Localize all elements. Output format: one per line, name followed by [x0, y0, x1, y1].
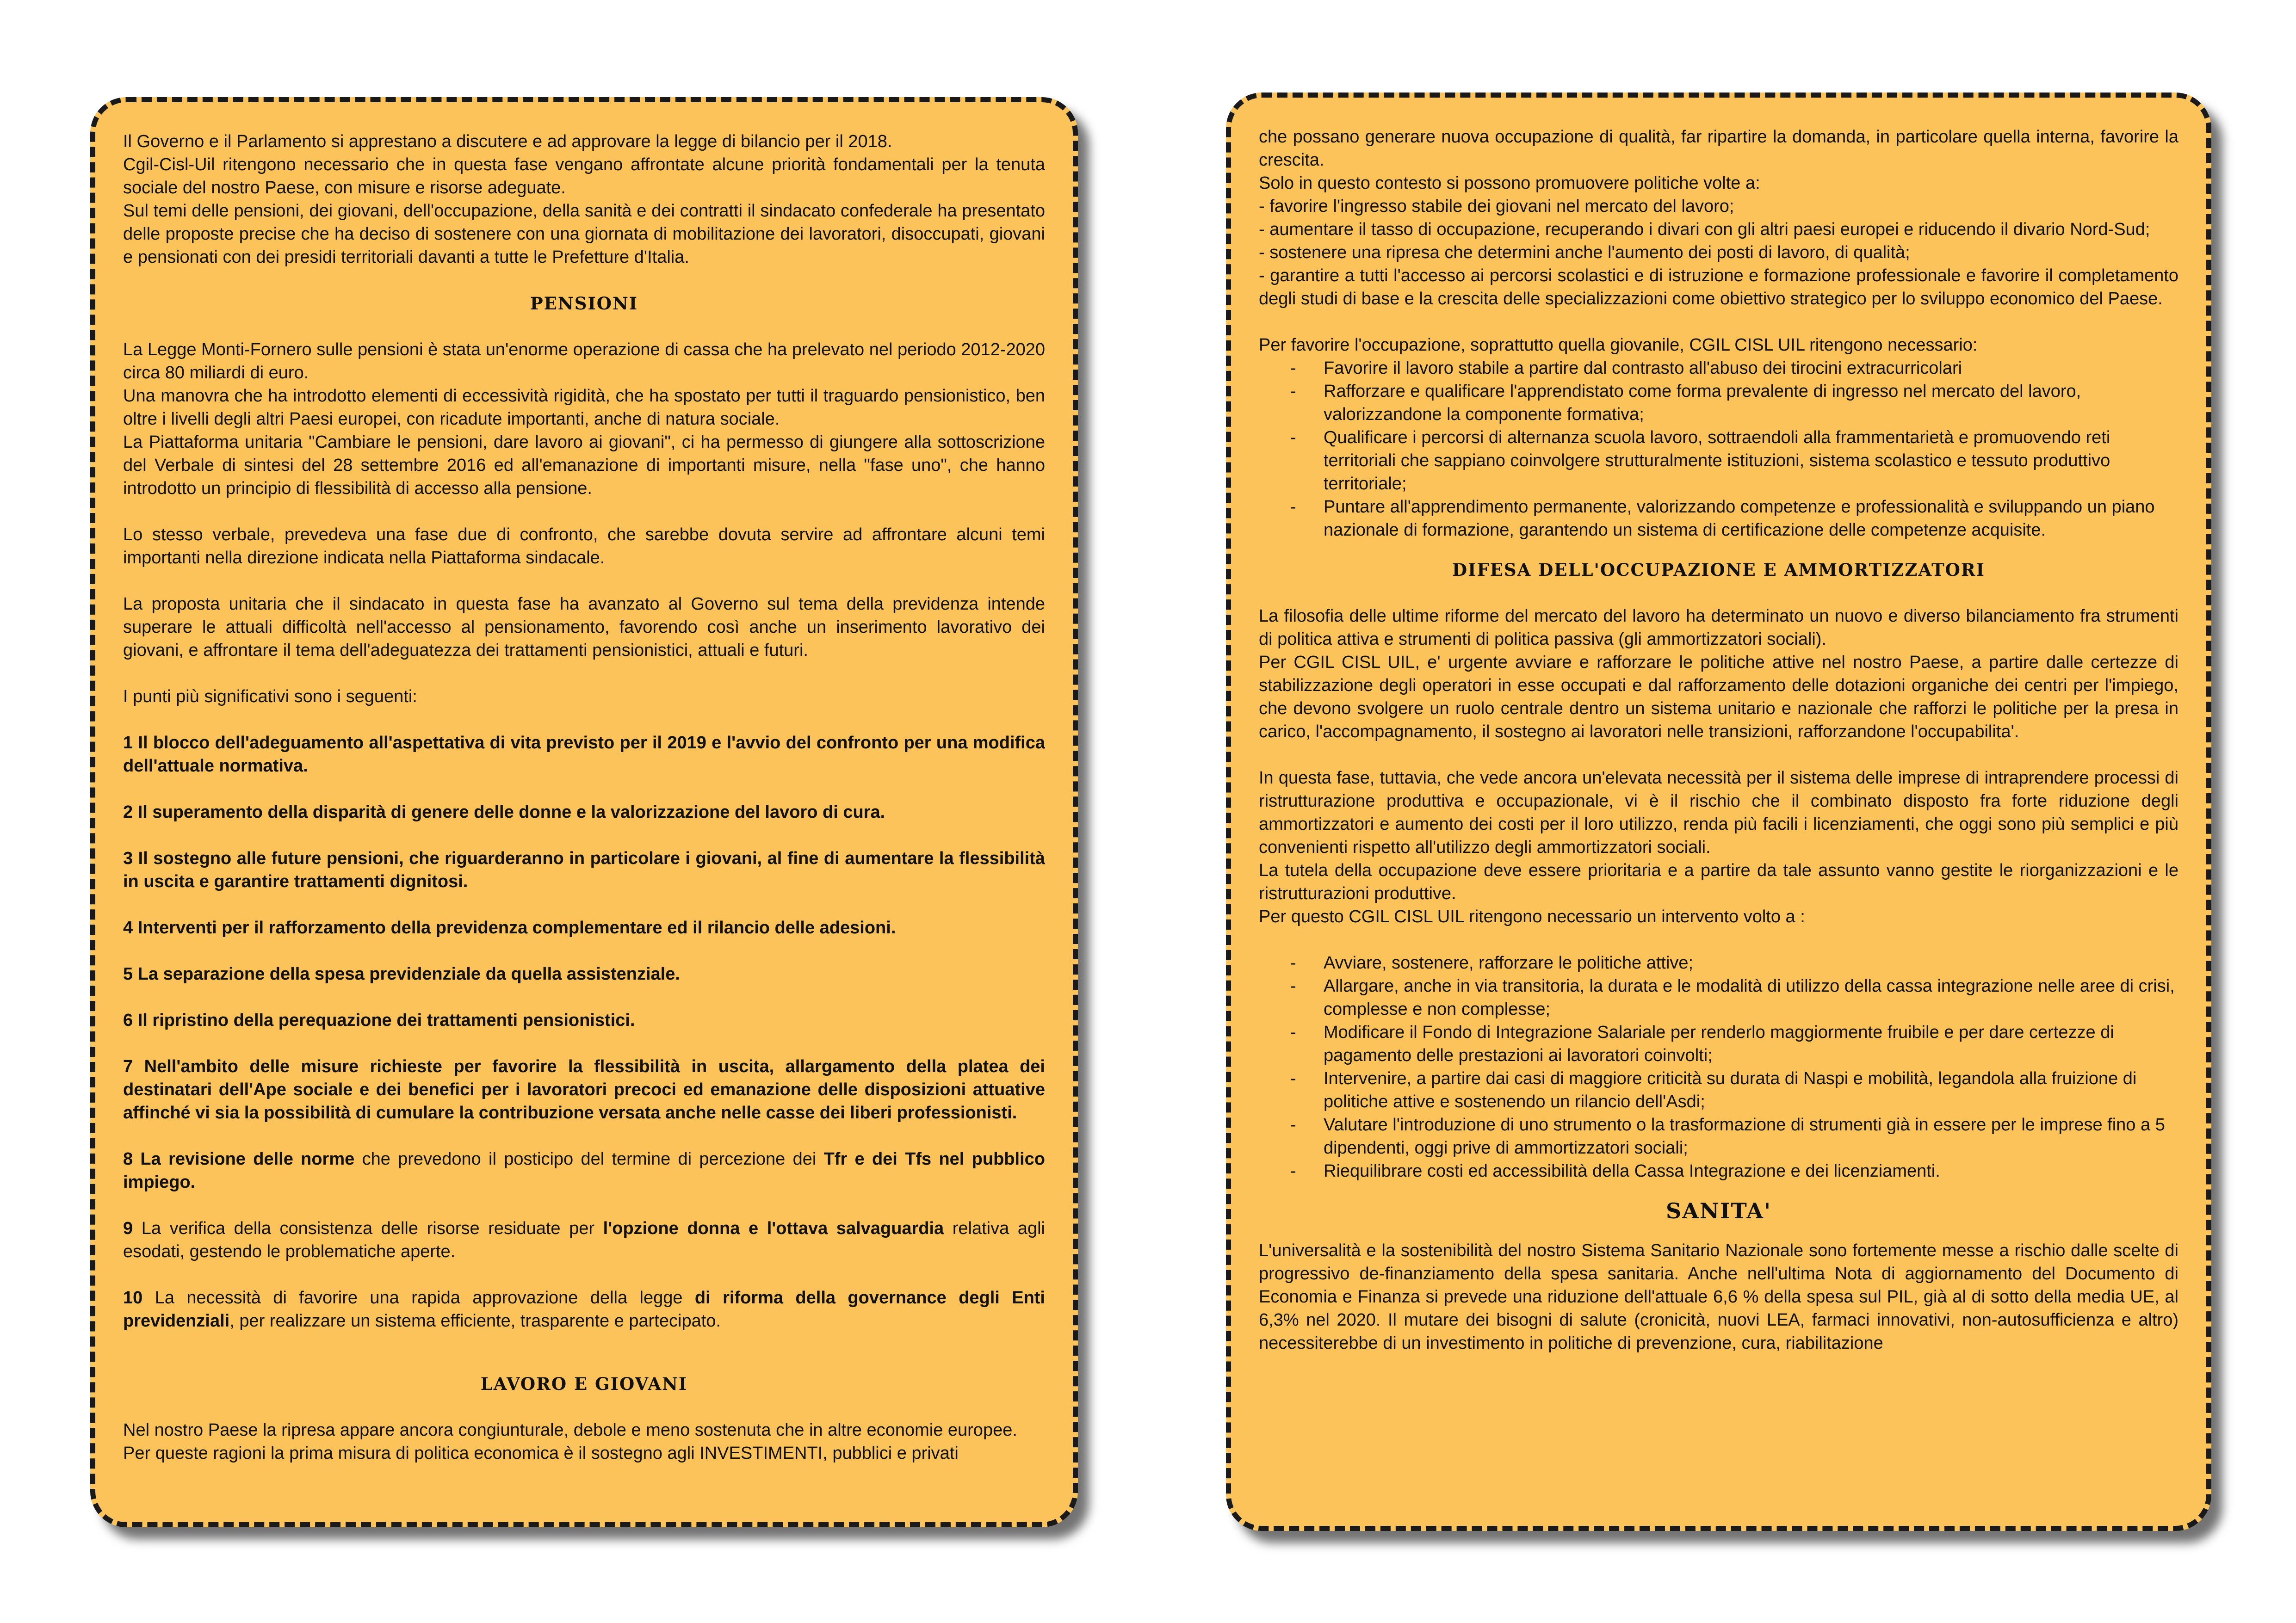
- difesa-paragraph: In questa fase, tuttavia, che vede ancora un'elevata necessità per il sistema delle imprese di intraprendere processi di ristrutturazione produttiva e occupazionale, vi è il rischio che il combinato disposto fra forte riduzione degli ammortizzatori e aumento dei costi per il loro utilizzo, renda più facili i licenziamenti, che oggi sono più semplici e più convenienti rispetto all'utilizzo degli ammortizzatori sociali. La tutela della occupazione deve essere prioritaria e a partire da tale assunto vanno gestite le riorganizzazioni e le ristrutturazioni produttive. Per questo CGIL CISL UIL ritengono necessario un intervento volto a :: [1259, 768, 2178, 926]
- list-item: - Modificare il Fondo di Integrazione Salariale per renderlo maggiormente fruibile e per dare certezze di pagamento delle prestazioni ai lavoratori coinvolti;: [1324, 1021, 2178, 1067]
- sanita-paragraph: L'universalità e la sostenibilità del nostro Sistema Sanitario Nazionale sono fortemente messe a rischio dalle scelte di progressivo de-finanziamento della spesa sanitaria. Anche nell'ultima Nota di aggiornamento del Documento di Economia e Finanza si prevede una riduzione dell'attuale 6,6 % della spesa sul PIL, già al di sotto della media UE, al 6,3% nel 2020. Il mutare dei bisogni di salute (cronicità, nuovi LEA, farmaci innovativi, non-autosufficienza e altro) necessiterebbe di un investimento in politiche di prevenzione, cura, riabilitazione: [1259, 1241, 2178, 1353]
- list-item: - Avviare, sostenere, rafforzare le politiche attive;: [1324, 951, 2178, 975]
- left-panel: [90, 97, 1078, 1527]
- occupazione-intro: Per favorire l'occupazione, soprattutto quella giovanile, CGIL CISL UIL ritengono necessario:: [1259, 335, 1978, 355]
- pensioni-point: 3 Il sostegno alle future pensioni, che riguarderanno in particolare i giovani, al fine di aumentare la flessibilità in uscita e garantire trattamenti dignitosi.: [123, 849, 1045, 891]
- list-item: - Valutare l'introduzione di uno strumento o la trasformazione di strumenti già in essere per le imprese fino a 5 dipendenti, oggi prive di ammortizzatori sociali;: [1324, 1113, 2178, 1160]
- difesa-paragraph: La filosofia delle ultime riforme del mercato del lavoro ha determinato un nuovo e diverso bilanciamento fra strumenti di politica attiva e strumenti di politica passiva (gli ammortizzatori sociali). Per CGIL CISL UIL, e' urgente avviare e rafforzare le politiche attive nel nostro Paese, a partire dalle certezze di stabilizzazione degli operatori in esse occupati e dal rafforzamento delle dotazioni organiche dei centri per l'impiego, che devono svolgere un ruolo centrale dentro un sistema unitario e nazionale che rafforzi le politiche per la presa in carico, l'accompagnamento, il sostegno ai lavoratori nelle transizioni, rafforzandone l'occupabilita'.: [1259, 606, 2178, 741]
- section-title-difesa: DIFESA DELL'OCCUPAZIONE E AMMORTIZZATORI: [1452, 560, 1985, 580]
- pensioni-list-intro: I punti più significativi sono i seguenti:: [123, 687, 417, 706]
- pensioni-point: 9 La verifica della consistenza delle risorse residuate per l'opzione donna e l'ottava salvaguardia relativa agli esodati, gestendo le problematiche aperte.: [123, 1219, 1045, 1261]
- list-item: - Allargare, anche in via transitoria, la durata e le modalità di utilizzo della cassa integrazione nelle aree di crisi, complesse e non complesse;: [1324, 975, 2178, 1021]
- right-panel-content: [1259, 125, 2178, 1507]
- pensioni-paragraph: La proposta unitaria che il sindacato in questa fase ha avanzato al Governo sul tema della previdenza intende superare le attuali difficoltà nell'accesso al pensionamento, favorendo così anche un inserimento lavorativo dei giovani, e affrontare il tema dell'adeguatezza dei trattamenti pensionistici, attuali e futuri.: [123, 594, 1045, 660]
- lavoro-continued-paragraph: che possano generare nuova occupazione di qualità, far ripartire la domanda, in particolare quella interna, favorire la crescita. Solo in questo contesto si possono promuovere politiche volte a: - favorire l'ingresso stabile dei giovani nel mercato del lavoro; - aumentare il tasso di occupazione, recuperando i divari con gli altri paesi europei e riducendo il divario Nord-Sud; - sostenere una ripresa che determini anche l'aumento dei posti di lavoro, di qualità; - garantire a tutti l'accesso ai percorsi scolastici e di istruzione e formazione professionale e favorire il completamento degli studi di base e la crescita delle specializzazioni come obiettivo strategico per lo sviluppo economico del Paese.: [1259, 127, 2178, 309]
- pensioni-point: 7 Nell'ambito delle misure richieste per favorire la flessibilità in uscita, allargamento della platea dei destinatari dell'Ape sociale e dei benefici per i lavoratori precoci ed emanazione delle disposizioni attuative affinché vi sia la possibilità di cumulare la contribuzione versata anche nelle casse dei liberi professionisti.: [123, 1057, 1045, 1123]
- lavoro-paragraph: Nel nostro Paese la ripresa appare ancora congiunturale, debole e meno sostenuta che in altre economie europee. Per queste ragioni la prima misura di politica economica è il sostegno agli INVESTIMENTI, pubblici e privati: [123, 1420, 1017, 1463]
- left-panel-content: [123, 130, 1045, 1504]
- list-item: - Riequilibrare costi ed accessibilità della Cassa Integrazione e dei licenziamenti.: [1324, 1160, 2178, 1183]
- pensioni-paragraph: La Legge Monti-Fornero sulle pensioni è stata un'enorme operazione di cassa che ha prelevato nel periodo 2012-2020 circa 80 miliardi di euro. Una manovra che ha introdotto elementi di eccessività rigidità, che ha spostato per tutti il traguardo pensionistico, ben oltre i livelli degli altri Paesi europei, con ricadute importanti, anche di natura sociale. La Piattaforma unitaria "Cambiare le pensioni, dare lavoro ai giovani", ci ha permesso di giungere alla sottoscrizione del Verbale di sintesi del 28 settembre 2016 ed all'emanazione di importanti misure, nella "fase uno", che hanno introdotto un principio di flessibilità di accesso alla pensione.: [123, 340, 1045, 498]
- pensioni-point: 4 Interventi per il rafforzamento della previdenza complementare ed il rilancio delle adesioni.: [123, 918, 896, 938]
- pensioni-point: 1 Il blocco dell'adeguamento all'aspettativa di vita previsto per il 2019 e l'avvio del confronto per una modifica dell'attuale normativa.: [123, 733, 1045, 776]
- section-title-pensioni: PENSIONI: [530, 293, 638, 314]
- intro-paragraph: Il Governo e il Parlamento si apprestano a discutere e ad approvare la legge di bilancio per il 2018. Cgil-Cisl-Uil ritengono necessario che in questa fase vengano affrontate alcune priorità fondamentali per la tenuta sociale del nostro Paese, con misure e risorse adeguate. Sul temi delle pensioni, dei giovani, dell'occupazione, della sanità e dei contratti il sindacato confederale ha presentato delle proposte precise che ha deciso di sostenere con una giornata di mobilitazione dei lavoratori, disoccupati, giovani e pensionati con dei presidi territoriali davanti a tutte le Prefetture d'Italia.: [123, 132, 1045, 267]
- list-item: - Rafforzare e qualificare l'apprendistato come forma prevalente di ingresso nel mercato del lavoro, valorizzandone la componente formativa;: [1324, 380, 2178, 426]
- occupazione-list: [1259, 357, 2178, 542]
- pensioni-point: 8 La revisione delle norme che prevedono il posticipo del termine di percezione dei Tfr e dei Tfs nel pubblico impiego.: [123, 1149, 1045, 1192]
- list-item: - Qualificare i percorsi di alternanza scuola lavoro, sottraendoli alla frammentarietà e promuovendo reti territoriali che sappiano coinvolgere strutturalmente istituzioni, sistema scolastico e tessuto produttivo territoriale;: [1324, 426, 2178, 495]
- pensioni-point: 5 La separazione della spesa previdenziale da quella assistenziale.: [123, 964, 680, 984]
- right-panel: [1226, 93, 2211, 1531]
- pensioni-point: 2 Il superamento della disparità di genere delle donne e la valorizzazione del lavoro di cura.: [123, 802, 885, 822]
- list-item: - Favorire il lavoro stabile a partire dal contrasto all'abuso dei tirocini extracurricolari: [1324, 357, 2178, 380]
- pensioni-point: 10 La necessità di favorire una rapida approvazione della legge di riforma della governance degli Enti previdenziali, per realizzare un sistema efficiente, trasparente e partecipato.: [123, 1288, 1045, 1331]
- section-title-sanita: SANITA': [1666, 1198, 1771, 1223]
- section-title-lavoro: LAVORO E GIOVANI: [480, 1374, 688, 1394]
- pensioni-point: 6 Il ripristino della perequazione dei trattamenti pensionistici.: [123, 1011, 635, 1030]
- list-item: - Puntare all'apprendimento permanente, valorizzando competenze e professionalità e sviluppando un piano nazionale di formazione, garantendo un sistema di certificazione delle competenze acquisite.: [1324, 495, 2178, 542]
- difesa-list: [1259, 951, 2178, 1183]
- list-item: - Intervenire, a partire dai casi di maggiore criticità su durata di Naspi e mobilità, legandola alla fruizione di politiche attive e sostenendo un rilancio dell'Asdi;: [1324, 1067, 2178, 1113]
- pensioni-paragraph: Lo stesso verbale, prevedeva una fase due di confronto, che sarebbe dovuta servire ad affrontare alcuni temi importanti nella direzione indicata nella Piattaforma sindacale.: [123, 525, 1045, 568]
